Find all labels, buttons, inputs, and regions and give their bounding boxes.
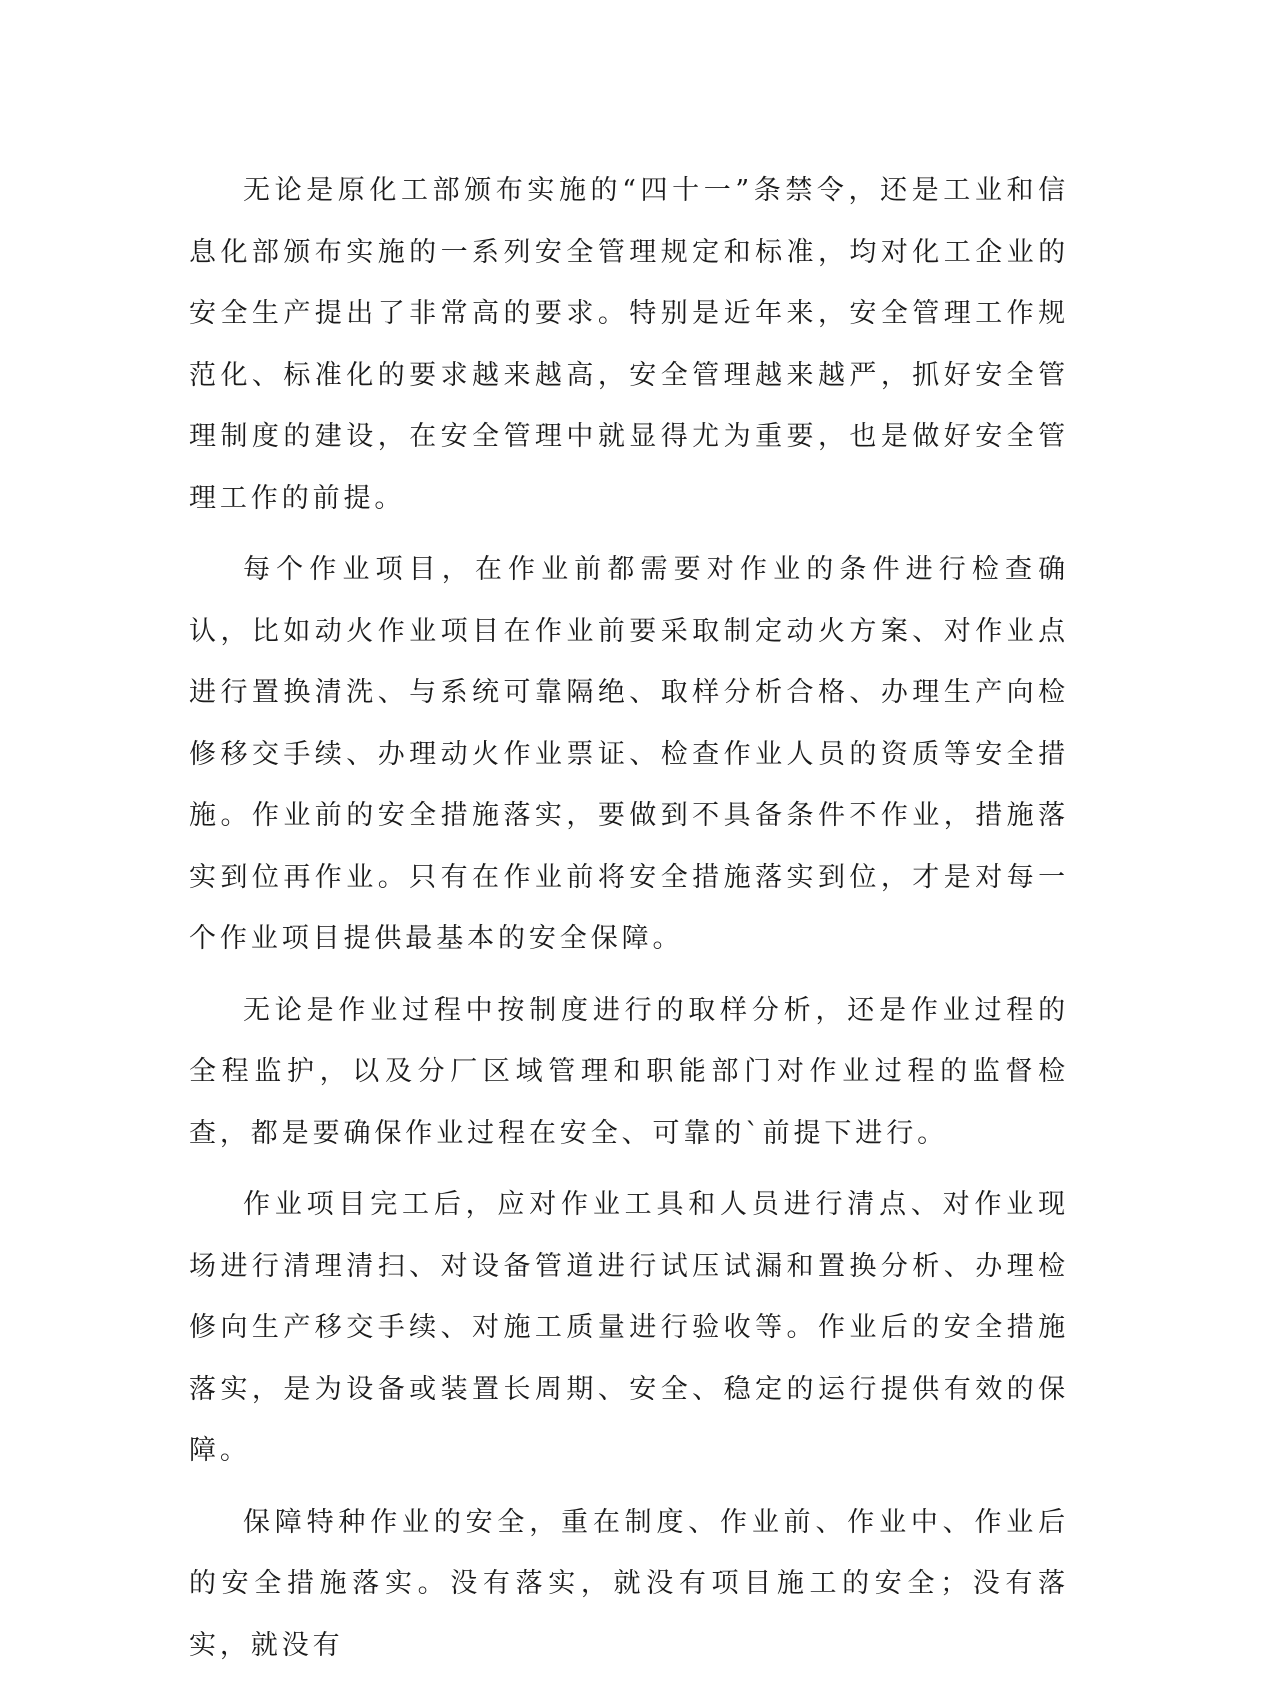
document-body: [189, 160, 1069, 1686]
paragraph-post-work: 作业项目完工后，应对作业工具和人员进行清点、对作业现场进行清理清扫、对设备管道进行试压试漏和置换分析、办理检修向生产移交手续、对施工质量进行验收等。作业后的安全措施落实，是为设备或装置长周期、安全、稳定的运行提供有效的保障。: [189, 1189, 1069, 1466]
paragraph-regulations: 无论是原化工部颁布实施的“四十一”条禁令，还是工业和信息化部颁布实施的一系列安全管理规定和标准，均对化工企业的安全生产提出了非常高的要求。特别是近年来，安全管理工作规范化、标准化的要求越来越高，安全管理越来越严，抓好安全管理制度的建设，在安全管理中就显得尤为重要，也是做好安全管理工作的前提。: [189, 175, 1069, 514]
paragraph-during-work: 无论是作业过程中按制度进行的取样分析，还是作业过程的全程监护，以及分厂区域管理和职能部门对作业过程的监督检查，都是要确保作业过程在安全、可靠的`前提下进行。: [189, 994, 1069, 1149]
paragraph-pre-work: 每个作业项目，在作业前都需要对作业的条件进行检查确认，比如动火作业项目在作业前要采取制定动火方案、对作业点进行置换清洗、与系统可靠隔绝、取样分析合格、办理生产向检修移交手续、办理动火作业票证、检查作业人员的资质等安全措施。作业前的安全措施落实，要做到不具备条件不作业，措施落实到位再作业。只有在作业前将安全措施落实到位，才是对每一个作业项目提供最基本的安全保障。: [189, 554, 1069, 954]
paragraph-summary: 保障特种作业的安全，重在制度、作业前、作业中、作业后的安全措施落实。没有落实，就没有项目施工的安全；没有落实，就没有: [189, 1506, 1069, 1661]
